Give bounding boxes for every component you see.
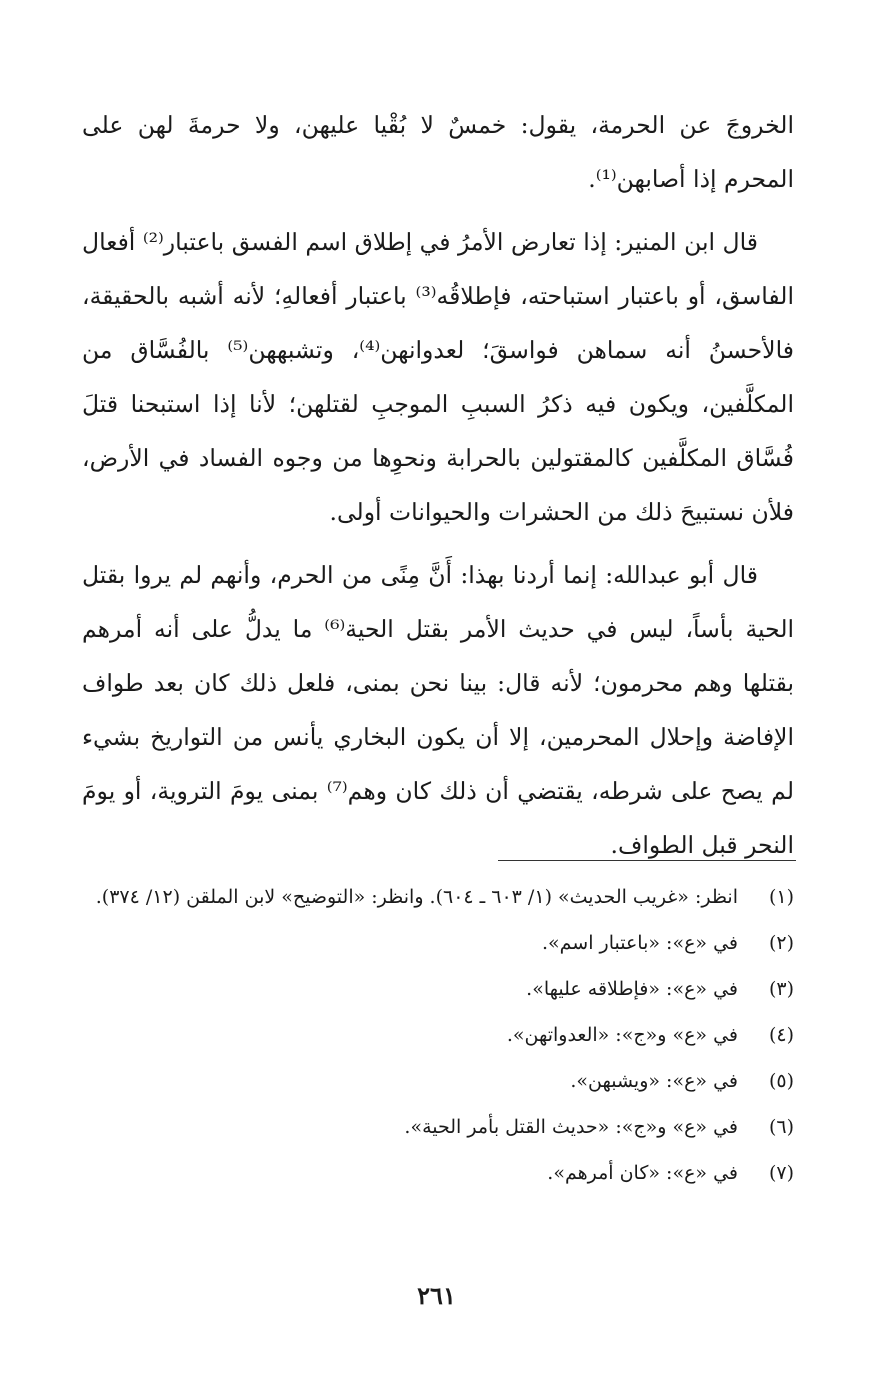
footnotes (82, 876, 794, 1198)
footnote-text: في «ع»: «كان أمرهم». (547, 1162, 738, 1184)
footnote-text: في «ع»: «ويشبهن». (570, 1070, 738, 1092)
paragraph-2: قال ابن المنير: إذا تعارض الأمرُ في إطلاق اسم الفسق باعتبار⁽²⁾ أفعال الفاسق، أو باعتبار استباحته، فإطلاقُه⁽³⁾ باعتبار أفعالهِ؛ لأنه أشبه بالحقيقة، فالأحسنُ أنه سماهن فواسقَ؛ لعدوانهن⁽⁴⁾، وتشبههن⁽⁵⁾ بالفُسَّاق من المكلَّفين، ويكون فيه ذكرُ السببِ الموجبِ لقتلهن؛ لأنا إذا استبحنا قتلَ فُسَّاق المكلَّفين كالمقتولين بالحرابة ونحوِها من وجوه الفساد في الأرض، فلأن نستبيحَ ذلك من الحشرات والحيوانات أولى. (82, 228, 795, 526)
footnote-text: انظر: «غريب الحديث» (١/ ٦٠٣ ـ ٦٠٤). وانظر: «التوضيح» لابن الملقن (١٢/ ٣٧٤). (95, 886, 738, 908)
main-text (82, 98, 794, 881)
footnote-number: (٥) (768, 1070, 794, 1092)
footnote-6 (82, 1106, 794, 1148)
footnote-5 (82, 1060, 794, 1102)
footnote-3 (82, 968, 794, 1010)
page-number: ٢٦١ (417, 1281, 456, 1310)
footnote-separator (498, 860, 796, 861)
paragraph-1: الخروجَ عن الحرمة، يقول: خمسٌ لا بُقْيا عليهن، ولا حرمةَ لهن على المحرم إذا أصابهن⁽¹⁾. (82, 111, 794, 193)
footnote-number: (٦) (768, 1116, 794, 1138)
footnote-number: (٢) (768, 932, 794, 954)
footnote-text: في «ع»: «باعتبار اسم». (541, 932, 738, 954)
footnote-number: (٤) (768, 1024, 794, 1046)
footnote-1 (82, 876, 794, 918)
footnote-number: (١) (768, 886, 794, 908)
footnote-text: في «ع» و«ج»: «العدواتهن». (506, 1024, 738, 1046)
footnote-7 (82, 1152, 794, 1194)
footnote-text: في «ع»: «فإطلاقه عليها». (526, 978, 738, 1000)
footnote-4 (82, 1014, 794, 1056)
paragraph-3: قال أبو عبدالله: إنما أردنا بهذا: أَنَّ مِنًى من الحرم، وأنهم لم يروا بقتل الحية بأساً، ليس في حديث الأمر بقتل الحية⁽⁶⁾ ما يدلُّ على أنه أمرهم بقتلها وهم محرمون؛ لأنه قال: بينا نحن بمنى، فلعل ذلك كان بعد طواف الإفاضة وإحلال المحرمين، إلا أن يكون البخاري يأنس من التواريخ بشيء لم يصح على شرطه، يقتضي أن ذلك كان وهم⁽⁷⁾ بمنى يومَ التروية، أو يومَ النحر قبل الطواف. (82, 561, 795, 859)
footnote-2 (82, 922, 794, 964)
footnote-number: (٣) (768, 978, 794, 1000)
footnote-text: في «ع» و«ج»: «حديث القتل بأمر الحية». (404, 1116, 738, 1138)
footnote-number: (٧) (768, 1162, 794, 1184)
